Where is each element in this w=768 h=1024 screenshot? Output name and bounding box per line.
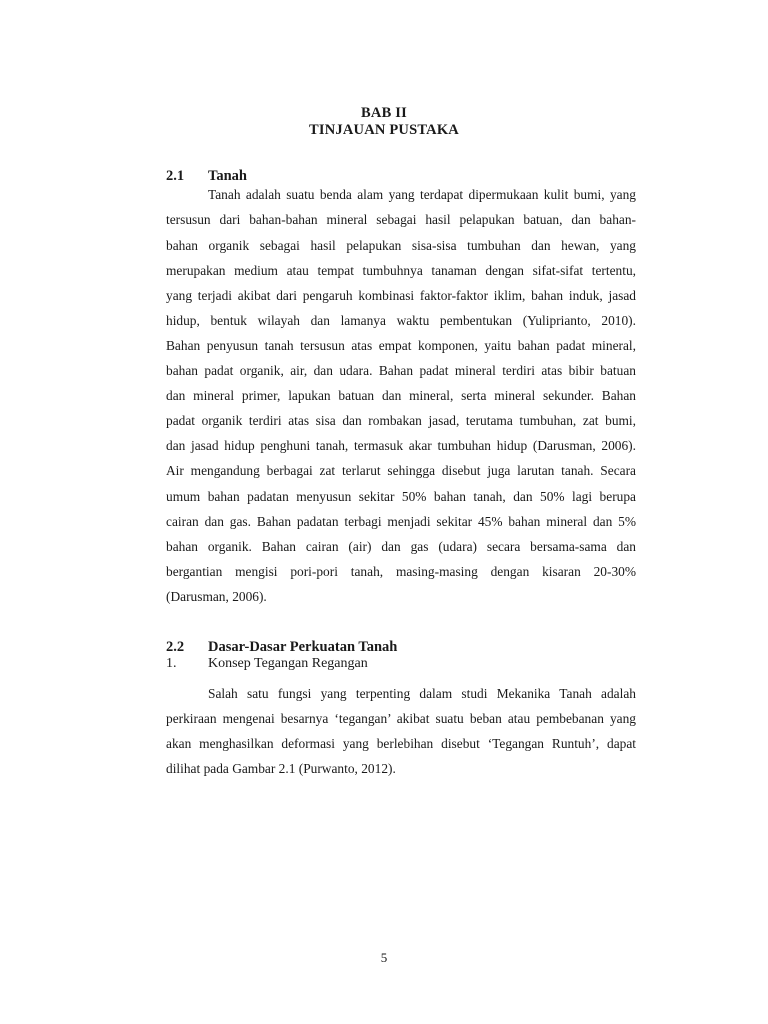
paragraph-line: Air mengandung berbagai zat terlarut sehingga disebut juga larutan tanah. Secara	[166, 463, 636, 478]
paragraph-line: Tanah adalah suatu benda alam yang terdapat dipermukaan kulit bumi, yang	[208, 187, 636, 202]
subsection-title: Konsep Tegangan Regangan	[208, 656, 368, 671]
paragraph-line: Bahan penyusun tanah tersusun atas empat komponen, yaitu bahan padat mineral,	[166, 338, 636, 353]
subsection-number: 1.	[166, 656, 177, 671]
section-title: Tanah	[208, 168, 247, 184]
paragraph-line: merupakan medium atau tempat tumbuhnya tanaman dengan sifat-sifat tertentu,	[166, 263, 636, 278]
paragraph-line: dilihat pada Gambar 2.1 (Purwanto, 2012).	[166, 761, 396, 776]
paragraph-line: dan mineral primer, lapukan batuan dan mineral, serta mineral sekunder. Bahan	[166, 388, 636, 403]
section-heading-2-2	[166, 639, 397, 656]
paragraph-line: cairan dan gas. Bahan padatan terbagi menjadi sekitar 45% bahan mineral dan 5%	[166, 514, 636, 529]
section-number: 2.1	[166, 168, 185, 184]
paragraph-line: bahan organik sebagai hasil pelapukan sisa-sisa tumbuhan dan hewan, yang	[166, 238, 636, 253]
chapter-number: BAB II	[361, 105, 407, 121]
paragraph-line: akan menghasilkan deformasi yang berlebihan disebut ‘Tegangan Runtuh’, dapat	[166, 736, 636, 751]
paragraph-line: yang terjadi akibat dari pengaruh kombinasi faktor-faktor iklim, bahan induk, jasad	[166, 288, 636, 303]
paragraph-line: Salah satu fungsi yang terpenting dalam studi Mekanika Tanah adalah	[208, 686, 636, 701]
page-number: 5	[380, 950, 388, 965]
paragraph-line: (Darusman, 2006).	[166, 589, 267, 604]
section-number: 2.2	[166, 639, 185, 655]
paragraph-line: hidup, bentuk wilayah dan lamanya waktu pembentukan (Yuliprianto, 2010).	[166, 313, 636, 328]
paragraph-line: padat organik terdiri atas sisa dan rombakan jasad, terutama tumbuhan, zat bumi,	[166, 413, 636, 428]
paragraph-line: umum bahan padatan menyusun sekitar 50% bahan tanah, dan 50% lagi berupa	[166, 489, 636, 504]
paragraph-line: tersusun dari bahan-bahan mineral sebagai hasil pelapukan batuan, dan bahan-	[166, 212, 636, 227]
chapter-title: TINJAUAN PUSTAKA	[309, 122, 459, 138]
paragraph-line: bahan organik. Bahan cairan (air) dan gas (udara) secara bersama-sama dan	[166, 539, 636, 554]
subsection-heading	[166, 656, 368, 672]
paragraph-line: dan jasad hidup penghuni tanah, termasuk akar tumbuhan hidup (Darusman, 2006).	[166, 438, 636, 453]
paragraph-line: bergantian mengisi pori-pori tanah, masing-masing dengan kisaran 20-30%	[166, 564, 636, 579]
section-title: Dasar-Dasar Perkuatan Tanah	[208, 639, 398, 655]
section-heading-2-1	[166, 168, 247, 185]
paragraph-line: bahan padat organik, air, dan udara. Bahan padat mineral terdiri atas bibir batuan	[166, 363, 636, 378]
paragraph-line: perkiraan mengenai besarnya ‘tegangan’ akibat suatu beban atau pembebanan yang	[166, 711, 636, 726]
